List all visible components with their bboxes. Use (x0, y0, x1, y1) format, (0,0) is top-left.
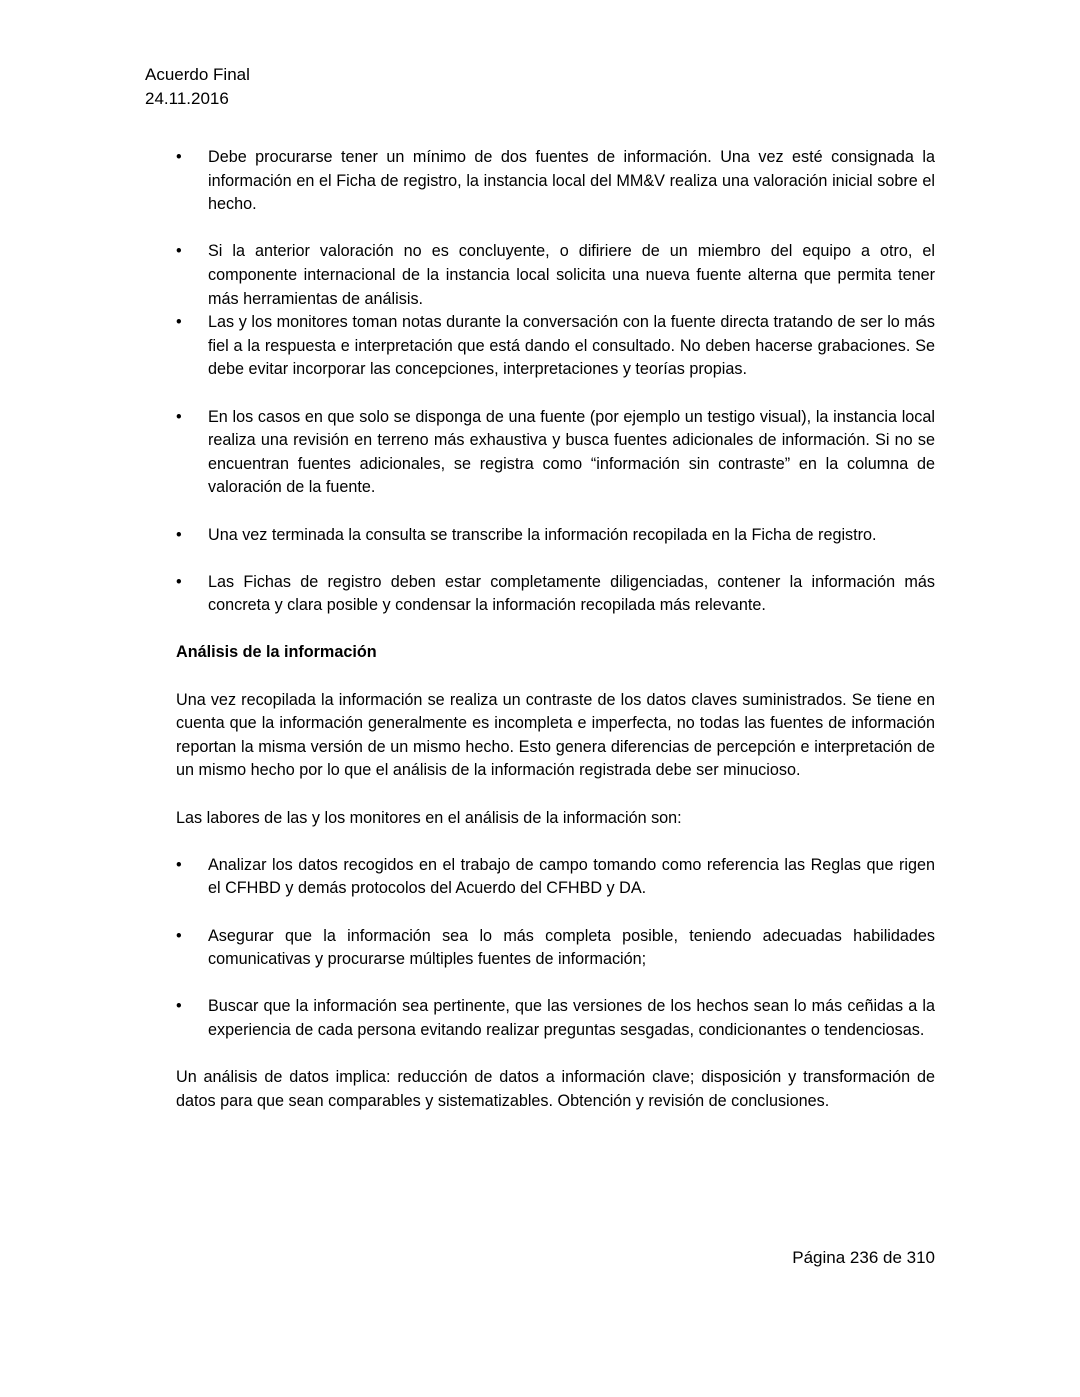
list-item: • Buscar que la información sea pertinente, que las versiones de los hechos sean lo más ceñidas a la experiencia de cada persona evitando realizar preguntas sesgadas, condicionantes o tendenciosas. (176, 995, 935, 1042)
paragraph: Una vez recopilada la información se realiza un contraste de los datos claves suministrados. Se tiene en cuenta que la información generalmente es incompleta e imperfecta, no todas las fuentes de información reportan la misma versión de un mismo hecho. Esto genera diferencias de percepción e interpretación de un mismo hecho por lo que el análisis de la información registrada debe ser minucioso. (176, 690, 935, 780)
document-title: Acuerdo Final (145, 65, 250, 84)
paragraph: Las labores de las y los monitores en el análisis de la información son: (176, 808, 682, 827)
list-item: • Debe procurarse tener un mínimo de dos fuentes de información. Una vez esté consignada la información en el Ficha de registro, la instancia local del MM&V realiza una valoración inicial sobre el hecho. (176, 146, 935, 217)
list-item: • Las Fichas de registro deben estar completamente diligenciadas, contener la información más concreta y clara posible y condensar la información recopilada más relevante. (176, 571, 935, 618)
list-item: • Las y los monitores toman notas durante la conversación con la fuente directa tratando de ser lo más fiel a la respuesta e interpretación que está dando el consultado. No deben hacerse grabaciones. Se debe evitar incorporar las concepciones, interpretaciones y teorías propias. (176, 311, 935, 382)
paragraph: Un análisis de datos implica: reducción de datos a información clave; disposición y transformación de datos para que sean comparables y sistematizables. Obtención y revisión de conclusiones. (176, 1068, 935, 1110)
list-item: • En los casos en que solo se disponga de una fuente (por ejemplo un testigo visual), la instancia local realiza una revisión en terreno más exhaustiva y busca fuentes adicionales de información. Si no se encuentran fuentes adicionales, se registra como “información sin contraste” en la columna de valoración de la fuente. (176, 406, 935, 500)
list-item: • Asegurar que la información sea lo más completa posible, teniendo adecuadas habilidades comunicativas y procurarse múltiples fuentes de información; (176, 925, 935, 972)
page-content (176, 146, 935, 1113)
section-heading: Análisis de la información (176, 643, 377, 662)
list-item: • Una vez terminada la consulta se transcribe la información recopilada en la Ficha de registro. (176, 524, 935, 548)
bullet-list-top (176, 146, 935, 618)
bullet-list-analysis (176, 854, 935, 1043)
list-item: • Analizar los datos recogidos en el trabajo de campo tomando como referencia las Reglas que rigen el CFHBD y demás protocolos del Acuerdo del CFHBD y DA. (176, 854, 935, 901)
page-number: Página 236 de 310 (792, 1248, 935, 1267)
document-date: 24.11.2016 (145, 89, 229, 108)
list-item: • Si la anterior valoración no es concluyente, o difiriere de un miembro del equipo a otro, el componente internacional de la instancia local solicita una nueva fuente alterna que permita tener más herramientas de análisis. (176, 240, 935, 311)
page-header (145, 63, 250, 111)
